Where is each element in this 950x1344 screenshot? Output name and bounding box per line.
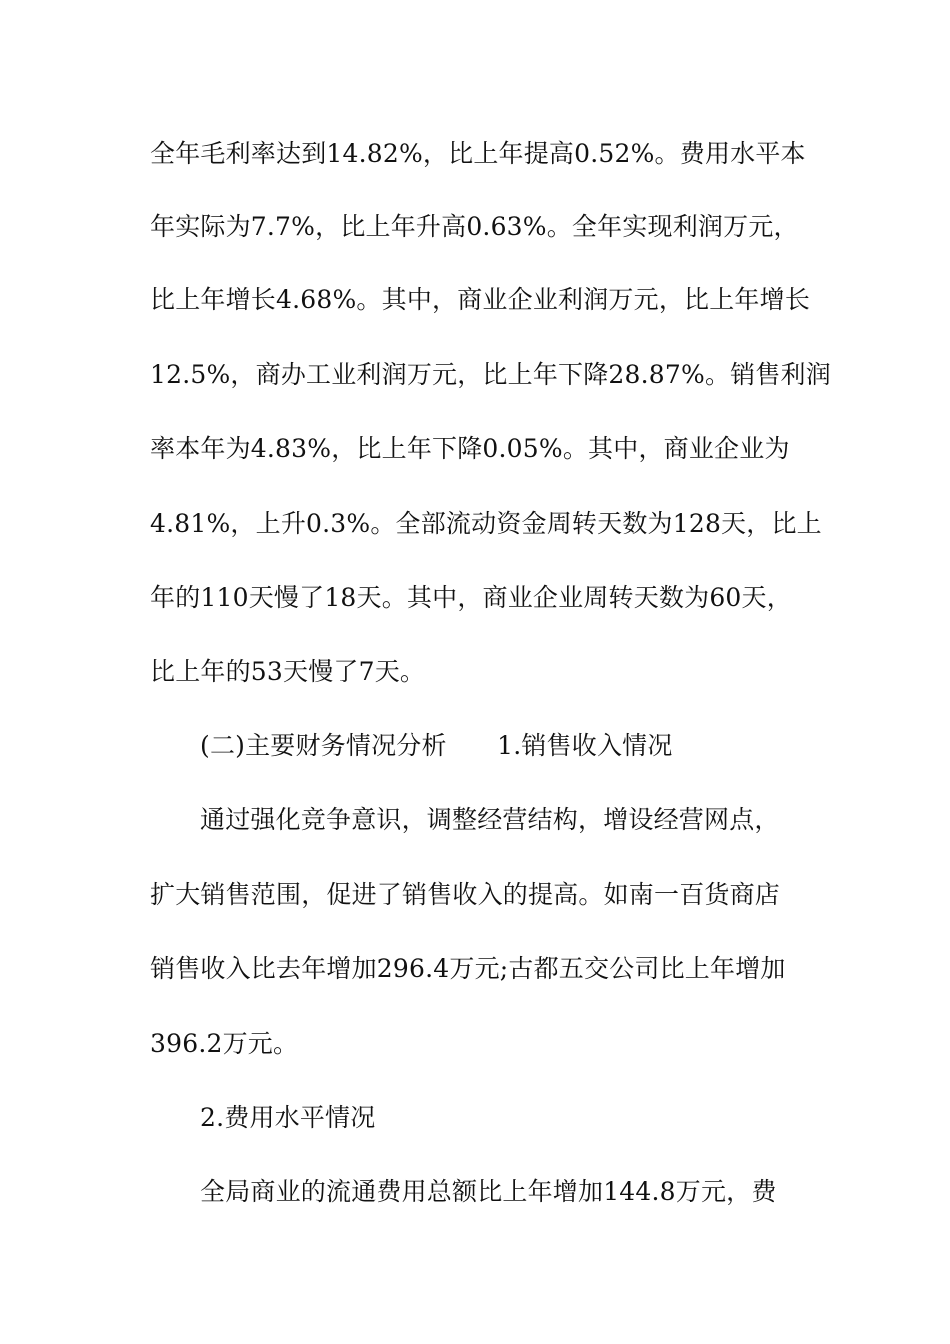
text-line: 年实际为7.7%，比上年升高0.63%。全年实现利润万元，: [150, 212, 799, 241]
text-line: 4.81%，上升0.3%。全部流动资金周转天数为128天，比上: [150, 509, 822, 538]
text-line: 扩大销售范围，促进了销售收入的提高。如南一百货商店: [150, 880, 781, 909]
text-line: 比上年的53天慢了7天。: [150, 657, 426, 686]
text-line: 率本年为4.83%，比上年下降0.05%。其中，商业企业为: [150, 434, 790, 463]
section-heading: 2.费用水平情况: [200, 1103, 376, 1132]
text-line: 全年毛利率达到14.82%，比上年提高0.52%。费用水平本: [150, 139, 806, 168]
text-line: 全局商业的流通费用总额比上年增加144.8万元，费: [200, 1177, 777, 1206]
text-line: 通过强化竞争意识，调整经营结构，增设经营网点，: [200, 805, 780, 834]
section-heading: (二)主要财务情况分析 1.销售收入情况: [200, 731, 673, 760]
text-line: 比上年增长4.68%。其中，商业企业利润万元，比上年增长: [150, 285, 811, 314]
text-line: 396.2万元。: [150, 1029, 299, 1058]
text-line: 年的110天慢了18天。其中，商业企业周转天数为60天，: [150, 583, 792, 612]
text-line: 12.5%，商办工业利润万元，比上年下降28.87%。销售利润: [150, 360, 831, 389]
text-line: 销售收入比去年增加296.4万元;古都五交公司比上年增加: [150, 954, 786, 983]
